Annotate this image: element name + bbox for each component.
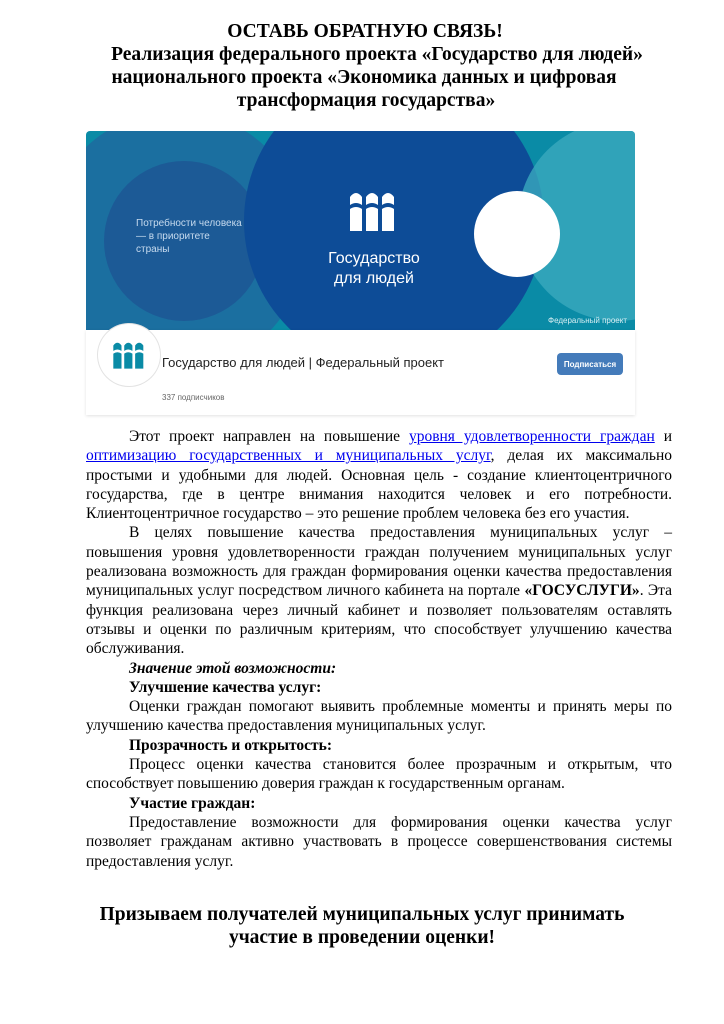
gosuslugi-portal-name: «ГОСУСЛУГИ» <box>524 582 640 600</box>
footer-call-line1: Призываем получателей муниципальных услуг принимать <box>99 904 625 925</box>
subscribe-button[interactable]: Подписаться <box>557 353 623 375</box>
community-title[interactable]: Государство для людей | Федеральный проект <box>162 355 444 370</box>
p2-text-start: В целях повышение качества предоставления муниципальных услуг – повышения уровня удовлетворенности граждан получением муниципальных услуг реализована возможность для граждан формирования оценки качества предоставления муниципальных услуг посредством личного кабинета на портале <box>86 524 672 600</box>
banner-brand-name <box>314 249 434 289</box>
significance-heading-text: Значение этой возможности: <box>129 659 337 677</box>
paragraph-gosuslugi <box>86 523 672 658</box>
document-header <box>0 20 724 112</box>
document-body <box>86 427 672 871</box>
banner-circle-white <box>474 191 560 277</box>
link-satisfaction-level[interactable]: уровня удовлетворенности граждан <box>408 428 655 445</box>
subscriber-count: 337 подписчиков <box>162 393 225 402</box>
quality-heading <box>86 678 672 697</box>
transparency-heading-text: Прозрачность и открытость: <box>129 736 333 754</box>
transparency-heading <box>86 736 672 755</box>
header-call-to-action: ОСТАВЬ ОБРАТНУЮ СВЯЗЬ! <box>227 21 503 42</box>
header-project-title: Реализация федерального проекта «Государство для людей» <box>111 44 643 65</box>
paragraph-participation: Предоставление возможности для формирования оценки качества услуг позволяет гражданам активно участвовать в процессе совершенствования системы предоставления услуг. <box>86 813 672 870</box>
banner-brand-line1: Государство <box>328 250 420 267</box>
participation-heading <box>86 794 672 813</box>
p2-text-end: . Эта функция реализована через личный кабинет и позволяет пользователям оставлять отзывы и оценки по различным критериям, что способствует улучшению качества обслуживания. <box>86 582 673 658</box>
banner-federal-project-label: Федеральный проект <box>548 316 627 325</box>
document-footer <box>0 903 724 949</box>
p1-text-and: и <box>654 428 672 445</box>
community-avatar[interactable] <box>98 324 160 386</box>
paragraph-project-goal <box>86 427 672 523</box>
quality-heading-text: Улучшение качества услуг: <box>129 678 322 696</box>
avatar-logo-icon <box>111 340 147 370</box>
link-services-optimization[interactable]: оптимизацию государственных и муниципальных услуг <box>86 447 491 465</box>
banner-brand-line2: для людей <box>334 270 414 287</box>
paragraph-quality: Оценки граждан помогают выявить проблемные моменты и принять меры по улучшению качества предоставления муниципальных услуг. <box>86 698 672 735</box>
participation-heading-text: Участие граждан: <box>129 794 256 812</box>
p1-text-end: , делая их максимально простыми и удобными для людей. Основная цель - создание клиентоцентричного государства, где в центре внимания находится человек и его потребности. Клиентоцентричное государство – это решение проблем человека без его участия. <box>86 447 673 523</box>
significance-heading <box>86 659 672 678</box>
paragraph-transparency: Процесс оценки качества становится более прозрачным и открытым, что способствует повышению доверия граждан к государственным органам. <box>86 756 672 793</box>
header-national-project: национального проекта «Экономика данных и цифровая <box>111 67 617 88</box>
three-arches-logo-icon <box>348 189 398 238</box>
community-card <box>86 330 635 415</box>
footer-call-line2: участие в проведении оценки! <box>228 927 496 948</box>
header-national-project-end: трансформация государства» <box>236 90 496 111</box>
banner-needs-text: Потребности человека — в приоритете страны <box>136 218 242 255</box>
p1-text-start: Этот проект направлен на повышение <box>129 428 409 445</box>
project-banner <box>86 131 635 331</box>
